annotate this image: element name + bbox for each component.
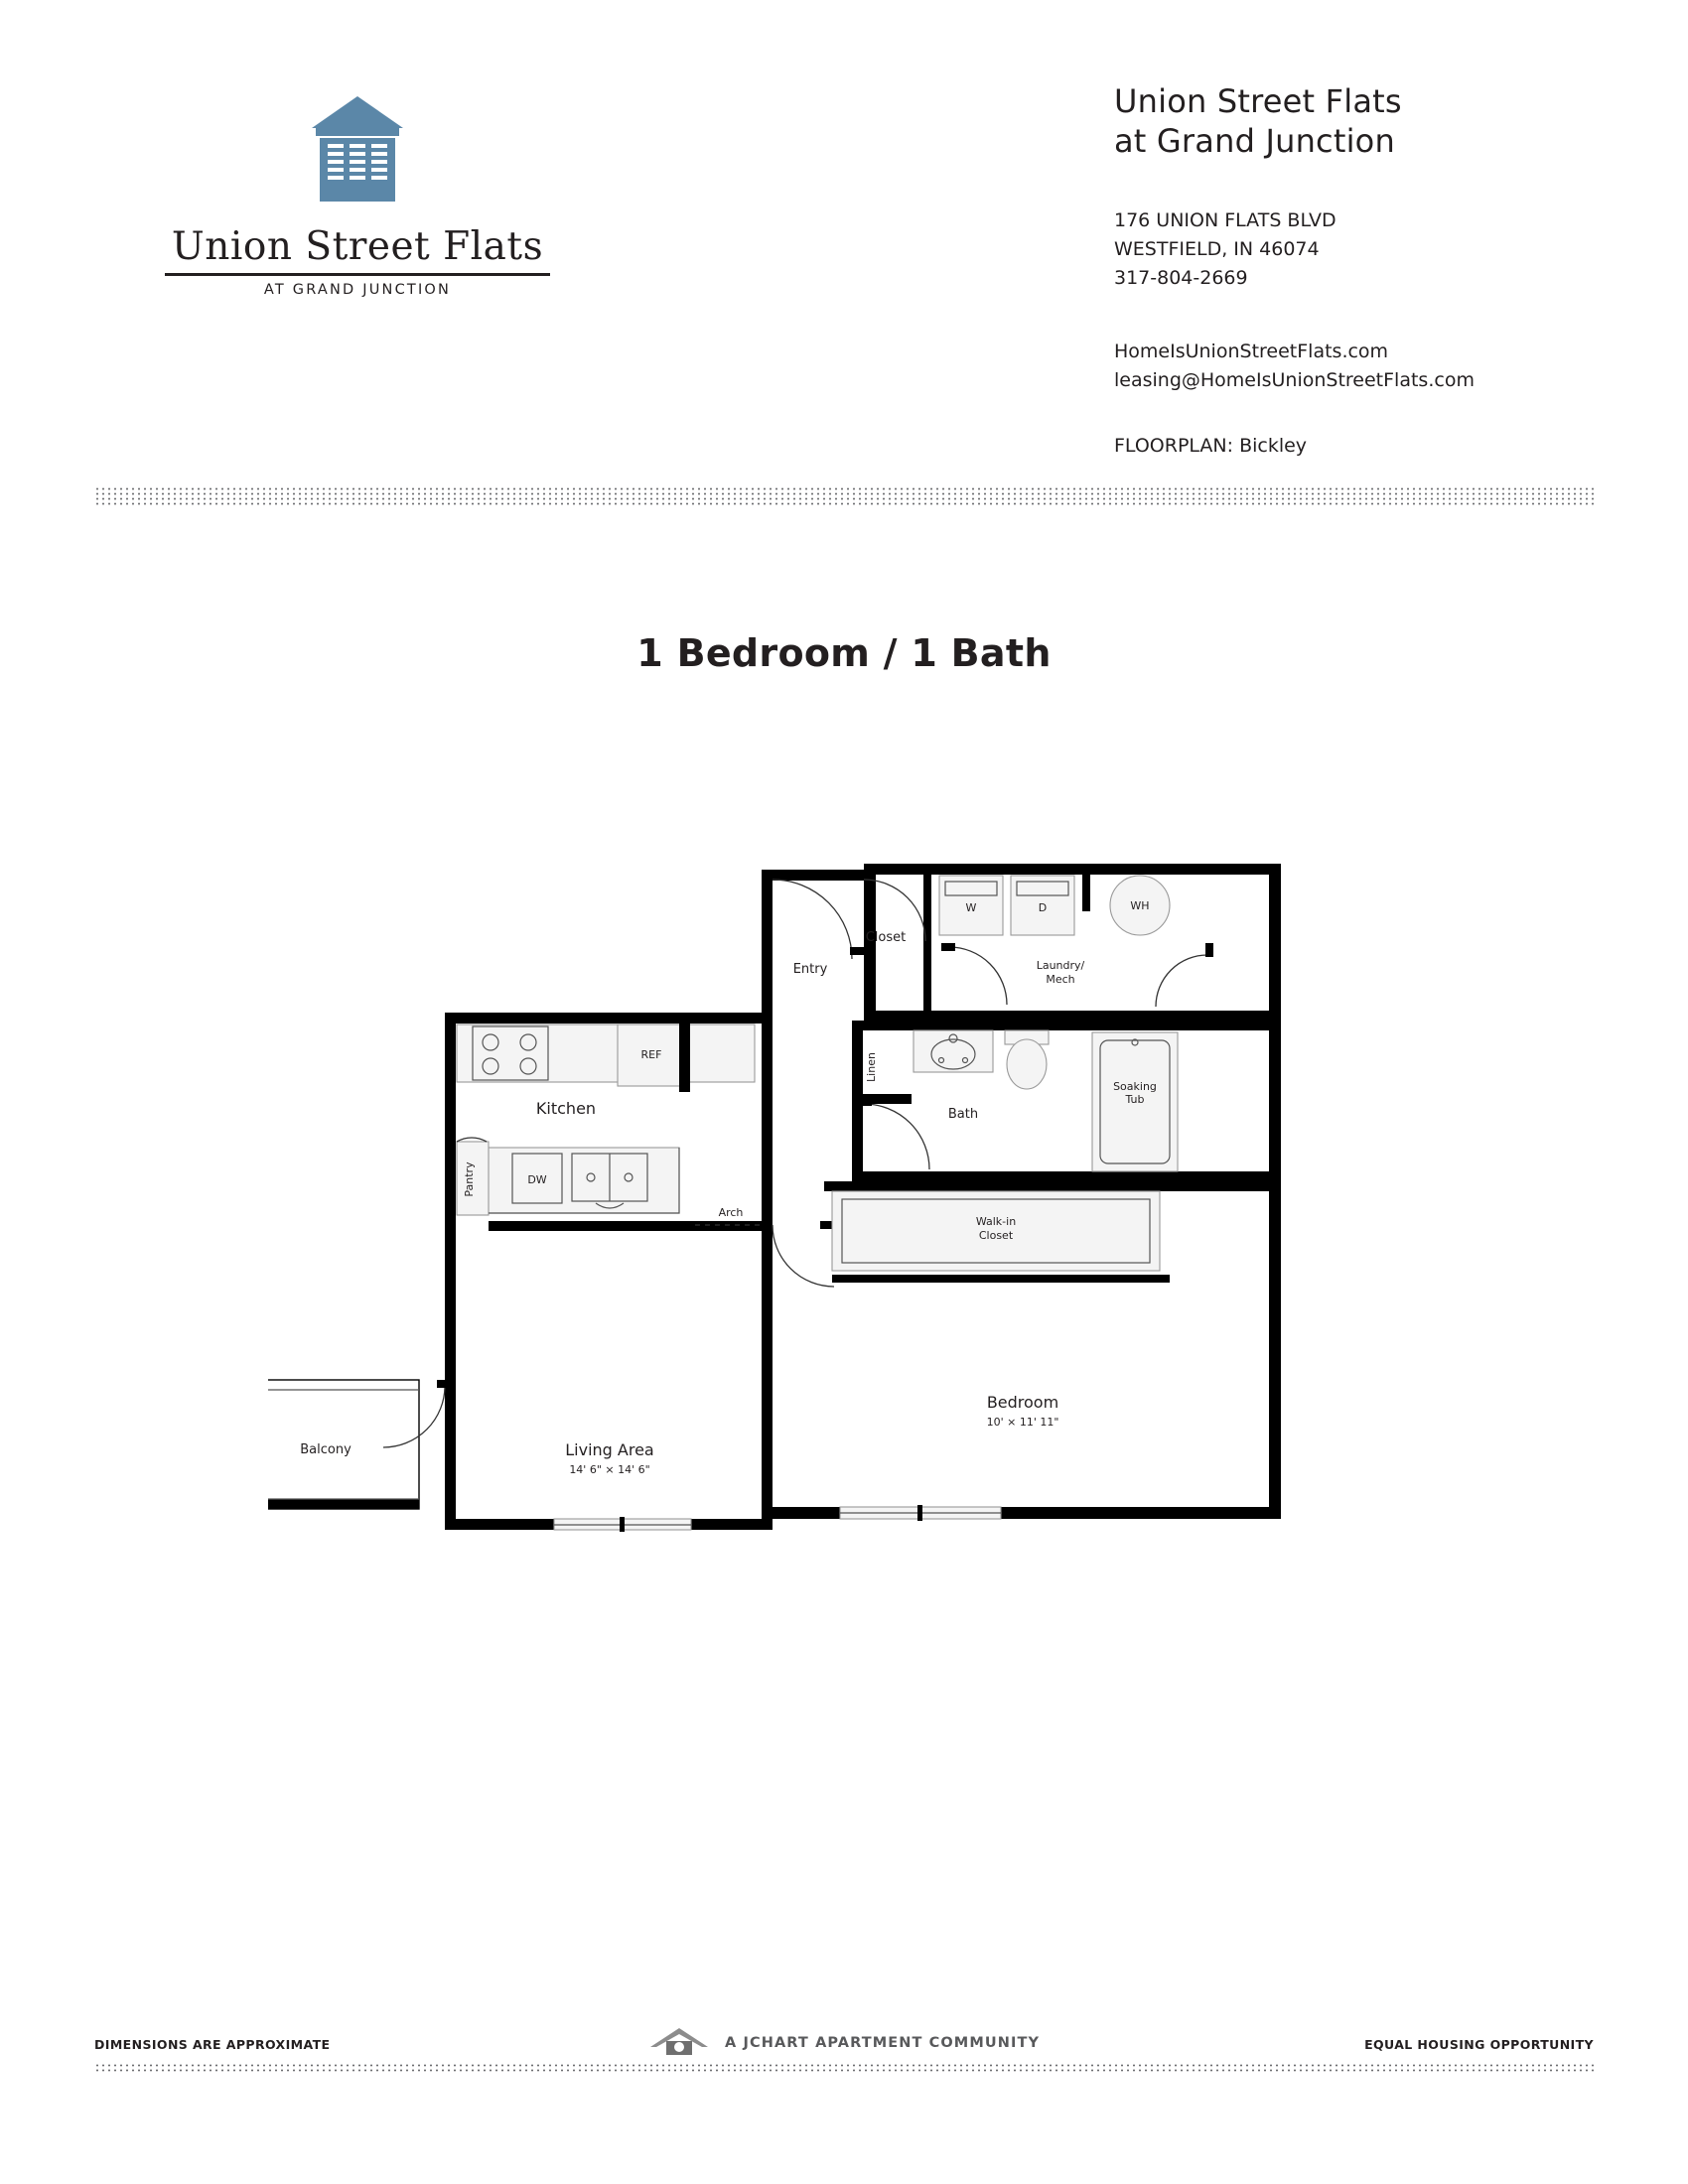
property-title [1114, 82, 1402, 161]
dryer-label: D [1038, 901, 1048, 914]
footer-eho: EQUAL HOUSING OPPORTUNITY [1364, 2037, 1594, 2052]
footer-brand-text: A JCHART APARTMENT COMMUNITY [725, 2035, 1041, 2051]
dishwasher-label: DW [527, 1173, 547, 1186]
brand-logo [159, 94, 556, 298]
phone-number: 317-804-2669 [1114, 267, 1248, 290]
floorplan-name: FLOORPLAN: Bickley [1114, 435, 1308, 457]
address-line-1: 176 UNION FLATS BLVD [1114, 209, 1336, 231]
laundry-label-2: Mech [1046, 973, 1075, 986]
logo-divider [165, 273, 550, 276]
house-icon [648, 2025, 710, 2061]
soaking-tub-label-2: Tub [1125, 1093, 1145, 1106]
linen-label: Linen [865, 1052, 878, 1082]
building-icon [308, 94, 407, 212]
water-heater-label: WH [1130, 899, 1150, 912]
refrigerator-label: REF [640, 1048, 662, 1061]
walkin-closet-label-1: Walk-in [975, 1215, 1017, 1228]
property-address [1114, 206, 1336, 293]
email-link[interactable]: leasing@HomeIsUnionStreetFlats.com [1114, 369, 1475, 392]
header-divider [94, 486, 1594, 506]
closet-label: Closet [865, 930, 907, 945]
page-title: 1 Bedroom / 1 Bath [636, 631, 1052, 675]
property-title-line2: at Grand Junction [1114, 121, 1395, 160]
address-line-2: WESTFIELD, IN 46074 [1114, 238, 1320, 261]
logo-tagline: AT GRAND JUNCTION [263, 282, 452, 298]
bedroom-dimensions: 10' × 11' 11" [986, 1416, 1059, 1429]
arch-label: Arch [718, 1206, 744, 1219]
logo-wordmark: Union Street Flats [171, 224, 544, 269]
floorplan-drawing [268, 844, 1420, 1797]
laundry-label-1: Laundry/ [1036, 959, 1085, 972]
walkin-closet-label-2: Closet [978, 1229, 1014, 1242]
bath-label: Bath [947, 1107, 979, 1122]
footer-divider [94, 2063, 1594, 2073]
website-link[interactable]: HomeIsUnionStreetFlats.com [1114, 341, 1389, 362]
pantry-label: Pantry [463, 1161, 476, 1197]
bedroom-label: Bedroom [986, 1393, 1059, 1412]
entry-label: Entry [792, 962, 828, 977]
property-title-line1: Union Street Flats [1114, 82, 1402, 120]
soaking-tub-label-1: Soaking [1113, 1080, 1157, 1093]
kitchen-label: Kitchen [535, 1099, 597, 1118]
washer-label: W [965, 901, 977, 914]
contact-links [1114, 338, 1475, 395]
footer-disclaimer: DIMENSIONS ARE APPROXIMATE [94, 2037, 331, 2052]
balcony-label: Balcony [300, 1442, 352, 1457]
living-area-dimensions: 14' 6" × 14' 6" [569, 1463, 650, 1476]
living-area-label: Living Area [565, 1440, 654, 1459]
